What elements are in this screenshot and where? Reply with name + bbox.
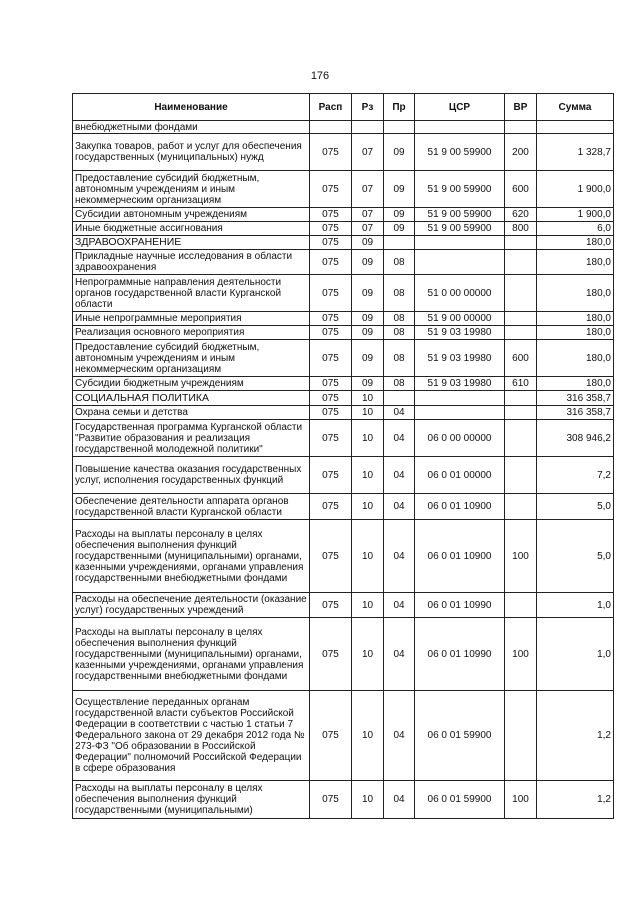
row-rasp: 075	[310, 457, 352, 494]
table-header-row	[73, 94, 614, 121]
table-row	[73, 171, 614, 208]
column-header-rasp: Расп	[310, 94, 352, 121]
row-rasp	[310, 121, 352, 134]
table-row	[73, 121, 614, 134]
row-rz: 10	[352, 391, 384, 406]
table-row	[73, 208, 614, 222]
row-sum: 1,0	[537, 593, 614, 618]
row-vr: 100	[505, 781, 537, 819]
row-vr	[505, 391, 537, 406]
row-rz: 09	[352, 340, 384, 377]
row-vr: 100	[505, 618, 537, 691]
row-pr: 04	[384, 618, 415, 691]
row-sum: 316 358,7	[537, 406, 614, 420]
row-pr: 04	[384, 457, 415, 494]
row-name: Закупка товаров, работ и услуг для обеспечения государственных (муниципальных) нужд	[73, 134, 310, 171]
row-rasp: 075	[310, 312, 352, 326]
row-vr	[505, 121, 537, 134]
row-name: Субсидии автономным учреждениям	[73, 208, 310, 222]
row-csr	[415, 406, 505, 420]
row-vr	[505, 593, 537, 618]
row-vr	[505, 236, 537, 250]
row-name: Расходы на выплаты персоналу в целях обеспечения выполнения функций государственными (муниципальными) органами, казенными учреждениями, органами управления государственными внебюджетными фондами	[73, 520, 310, 593]
row-csr: 51 9 00 00000	[415, 312, 505, 326]
page-number: 176	[310, 70, 330, 82]
table-row	[73, 312, 614, 326]
row-pr	[384, 236, 415, 250]
row-csr: 06 0 01 00000	[415, 457, 505, 494]
row-csr: 06 0 01 10990	[415, 618, 505, 691]
row-csr	[415, 236, 505, 250]
row-vr	[505, 457, 537, 494]
row-name: Реализация основного мероприятия	[73, 326, 310, 340]
row-rasp: 075	[310, 250, 352, 275]
row-sum: 1 900,0	[537, 171, 614, 208]
row-name: внебюджетными фондами	[73, 121, 310, 134]
row-name: Расходы на выплаты персоналу в целях обеспечения выполнения функций государственными (муниципальными) органами, казенными учреждениями, органами управления государственными внебюджетными фондами	[73, 618, 310, 691]
row-name: Обеспечение деятельности аппарата органов государственной власти Курганской области	[73, 494, 310, 520]
row-name: Иные бюджетные ассигнования	[73, 222, 310, 236]
row-rz: 10	[352, 520, 384, 593]
row-vr: 620	[505, 208, 537, 222]
row-pr: 08	[384, 250, 415, 275]
row-sum: 180,0	[537, 326, 614, 340]
row-csr	[415, 121, 505, 134]
row-rasp: 075	[310, 171, 352, 208]
row-csr: 06 0 01 10900	[415, 494, 505, 520]
row-rz: 10	[352, 457, 384, 494]
row-rasp: 075	[310, 340, 352, 377]
row-name: ЗДРАВООХРАНЕНИЕ	[73, 236, 310, 250]
row-name: Субсидии бюджетным учреждениям	[73, 377, 310, 391]
row-name: Охрана семьи и детства	[73, 406, 310, 420]
row-vr	[505, 494, 537, 520]
row-rz: 10	[352, 781, 384, 819]
row-rasp: 075	[310, 520, 352, 593]
column-header-pr: Пр	[384, 94, 415, 121]
row-pr: 09	[384, 208, 415, 222]
row-sum: 1 900,0	[537, 208, 614, 222]
column-header-csr: ЦСР	[415, 94, 505, 121]
row-pr: 04	[384, 406, 415, 420]
row-rasp: 075	[310, 420, 352, 457]
row-sum	[537, 121, 614, 134]
row-sum: 1,2	[537, 781, 614, 819]
row-name: Непрограммные направления деятельности органов государственной власти Курганской области	[73, 275, 310, 312]
row-vr	[505, 326, 537, 340]
row-name: Предоставление субсидий бюджетным, автономным учреждениям и иным некоммерческим организациям	[73, 171, 310, 208]
row-pr	[384, 391, 415, 406]
row-sum: 180,0	[537, 312, 614, 326]
budget-table	[72, 93, 614, 819]
row-pr: 08	[384, 275, 415, 312]
row-rz: 10	[352, 593, 384, 618]
table-row	[73, 391, 614, 406]
row-rz: 10	[352, 618, 384, 691]
row-vr: 200	[505, 134, 537, 171]
table-row	[73, 275, 614, 312]
row-rz: 10	[352, 494, 384, 520]
row-rasp: 075	[310, 406, 352, 420]
row-sum: 1 328,7	[537, 134, 614, 171]
row-csr: 06 0 01 10990	[415, 593, 505, 618]
row-rz: 10	[352, 420, 384, 457]
row-name: СОЦИАЛЬНАЯ ПОЛИТИКА	[73, 391, 310, 406]
row-rasp: 075	[310, 593, 352, 618]
row-rz: 07	[352, 134, 384, 171]
row-rasp: 075	[310, 377, 352, 391]
row-sum: 180,0	[537, 250, 614, 275]
row-rasp: 075	[310, 326, 352, 340]
row-csr	[415, 250, 505, 275]
row-vr: 600	[505, 340, 537, 377]
row-rz: 07	[352, 171, 384, 208]
row-sum: 5,0	[537, 494, 614, 520]
row-vr	[505, 312, 537, 326]
row-sum: 180,0	[537, 236, 614, 250]
row-vr: 610	[505, 377, 537, 391]
row-rasp: 075	[310, 391, 352, 406]
row-vr	[505, 406, 537, 420]
row-sum: 7,2	[537, 457, 614, 494]
row-pr: 09	[384, 134, 415, 171]
row-pr: 08	[384, 326, 415, 340]
row-rasp: 075	[310, 236, 352, 250]
row-csr	[415, 391, 505, 406]
row-vr	[505, 420, 537, 457]
row-csr: 06 0 01 59900	[415, 781, 505, 819]
row-vr: 600	[505, 171, 537, 208]
table-row	[73, 250, 614, 275]
column-header-name: Наименование	[73, 94, 310, 121]
row-name: Предоставление субсидий бюджетным, автономным учреждениям и иным некоммерческим организациям	[73, 340, 310, 377]
row-sum: 308 946,2	[537, 420, 614, 457]
row-rasp: 075	[310, 618, 352, 691]
row-csr: 51 9 00 59900	[415, 134, 505, 171]
table-row	[73, 691, 614, 781]
table-row	[73, 494, 614, 520]
row-pr: 04	[384, 593, 415, 618]
column-header-rz: Рз	[352, 94, 384, 121]
row-rasp: 075	[310, 134, 352, 171]
row-csr: 51 9 03 19980	[415, 377, 505, 391]
row-rasp: 075	[310, 275, 352, 312]
row-rasp: 075	[310, 691, 352, 781]
table-row	[73, 326, 614, 340]
row-rz: 10	[352, 406, 384, 420]
row-rasp: 075	[310, 222, 352, 236]
row-csr: 51 9 00 59900	[415, 208, 505, 222]
table-body	[73, 121, 614, 819]
row-vr	[505, 275, 537, 312]
row-pr: 04	[384, 520, 415, 593]
row-rasp: 075	[310, 208, 352, 222]
row-pr: 08	[384, 377, 415, 391]
row-rz: 09	[352, 312, 384, 326]
row-pr: 04	[384, 420, 415, 457]
row-pr: 08	[384, 312, 415, 326]
row-name: Повышение качества оказания государственных услуг, исполнения государственных функций	[73, 457, 310, 494]
row-sum: 1,2	[537, 691, 614, 781]
row-pr: 04	[384, 781, 415, 819]
row-rz: 07	[352, 222, 384, 236]
row-sum: 5,0	[537, 520, 614, 593]
row-rz: 09	[352, 275, 384, 312]
row-vr: 800	[505, 222, 537, 236]
row-sum: 1,0	[537, 618, 614, 691]
table-row	[73, 406, 614, 420]
row-sum: 180,0	[537, 340, 614, 377]
table-row	[73, 340, 614, 377]
row-rz: 09	[352, 236, 384, 250]
row-name: Осуществление переданных органам государственной власти субъектов Российской Федерации в соответствии с частью 1 статьи 7 Федерального закона от 29 декабря 2012 года № 273-ФЗ "Об образовании в Российской Федерации" полномочий Российской Федерации в сфере образования	[73, 691, 310, 781]
row-rz	[352, 121, 384, 134]
column-header-vr: ВР	[505, 94, 537, 121]
row-vr	[505, 250, 537, 275]
row-vr: 100	[505, 520, 537, 593]
row-sum: 180,0	[537, 377, 614, 391]
table-row	[73, 134, 614, 171]
row-csr: 51 9 00 59900	[415, 171, 505, 208]
row-name: Прикладные научные исследования в области здравоохранения	[73, 250, 310, 275]
row-name: Иные непрограммные мероприятия	[73, 312, 310, 326]
row-csr: 51 9 00 59900	[415, 222, 505, 236]
row-rasp: 075	[310, 494, 352, 520]
row-sum: 180,0	[537, 275, 614, 312]
row-rz: 09	[352, 377, 384, 391]
row-vr	[505, 691, 537, 781]
row-pr: 09	[384, 171, 415, 208]
row-rz: 07	[352, 208, 384, 222]
row-csr: 51 9 03 19980	[415, 326, 505, 340]
row-pr: 09	[384, 222, 415, 236]
row-sum: 316 358,7	[537, 391, 614, 406]
table-row	[73, 593, 614, 618]
table-row	[73, 457, 614, 494]
row-rz: 09	[352, 250, 384, 275]
table-row	[73, 618, 614, 691]
row-csr: 06 0 01 59900	[415, 691, 505, 781]
table-row	[73, 377, 614, 391]
row-pr: 04	[384, 494, 415, 520]
row-csr: 51 9 03 19980	[415, 340, 505, 377]
row-pr: 04	[384, 691, 415, 781]
row-rasp: 075	[310, 781, 352, 819]
row-csr: 06 0 00 00000	[415, 420, 505, 457]
column-header-sum: Сумма	[537, 94, 614, 121]
table-row	[73, 781, 614, 819]
table-row	[73, 520, 614, 593]
row-pr: 08	[384, 340, 415, 377]
table-row	[73, 420, 614, 457]
row-name: Расходы на выплаты персоналу в целях обеспечения выполнения функций государственными (муниципальными)	[73, 781, 310, 819]
row-csr: 51 0 00 00000	[415, 275, 505, 312]
row-pr	[384, 121, 415, 134]
row-sum: 6,0	[537, 222, 614, 236]
row-name: Расходы на обеспечение деятельности (оказание услуг) государственных учреждений	[73, 593, 310, 618]
row-csr: 06 0 01 10900	[415, 520, 505, 593]
row-name: Государственная программа Курганской области "Развитие образования и реализация государственной молодежной политики"	[73, 420, 310, 457]
row-rz: 10	[352, 691, 384, 781]
row-rz: 09	[352, 326, 384, 340]
table-row	[73, 222, 614, 236]
table-row	[73, 236, 614, 250]
